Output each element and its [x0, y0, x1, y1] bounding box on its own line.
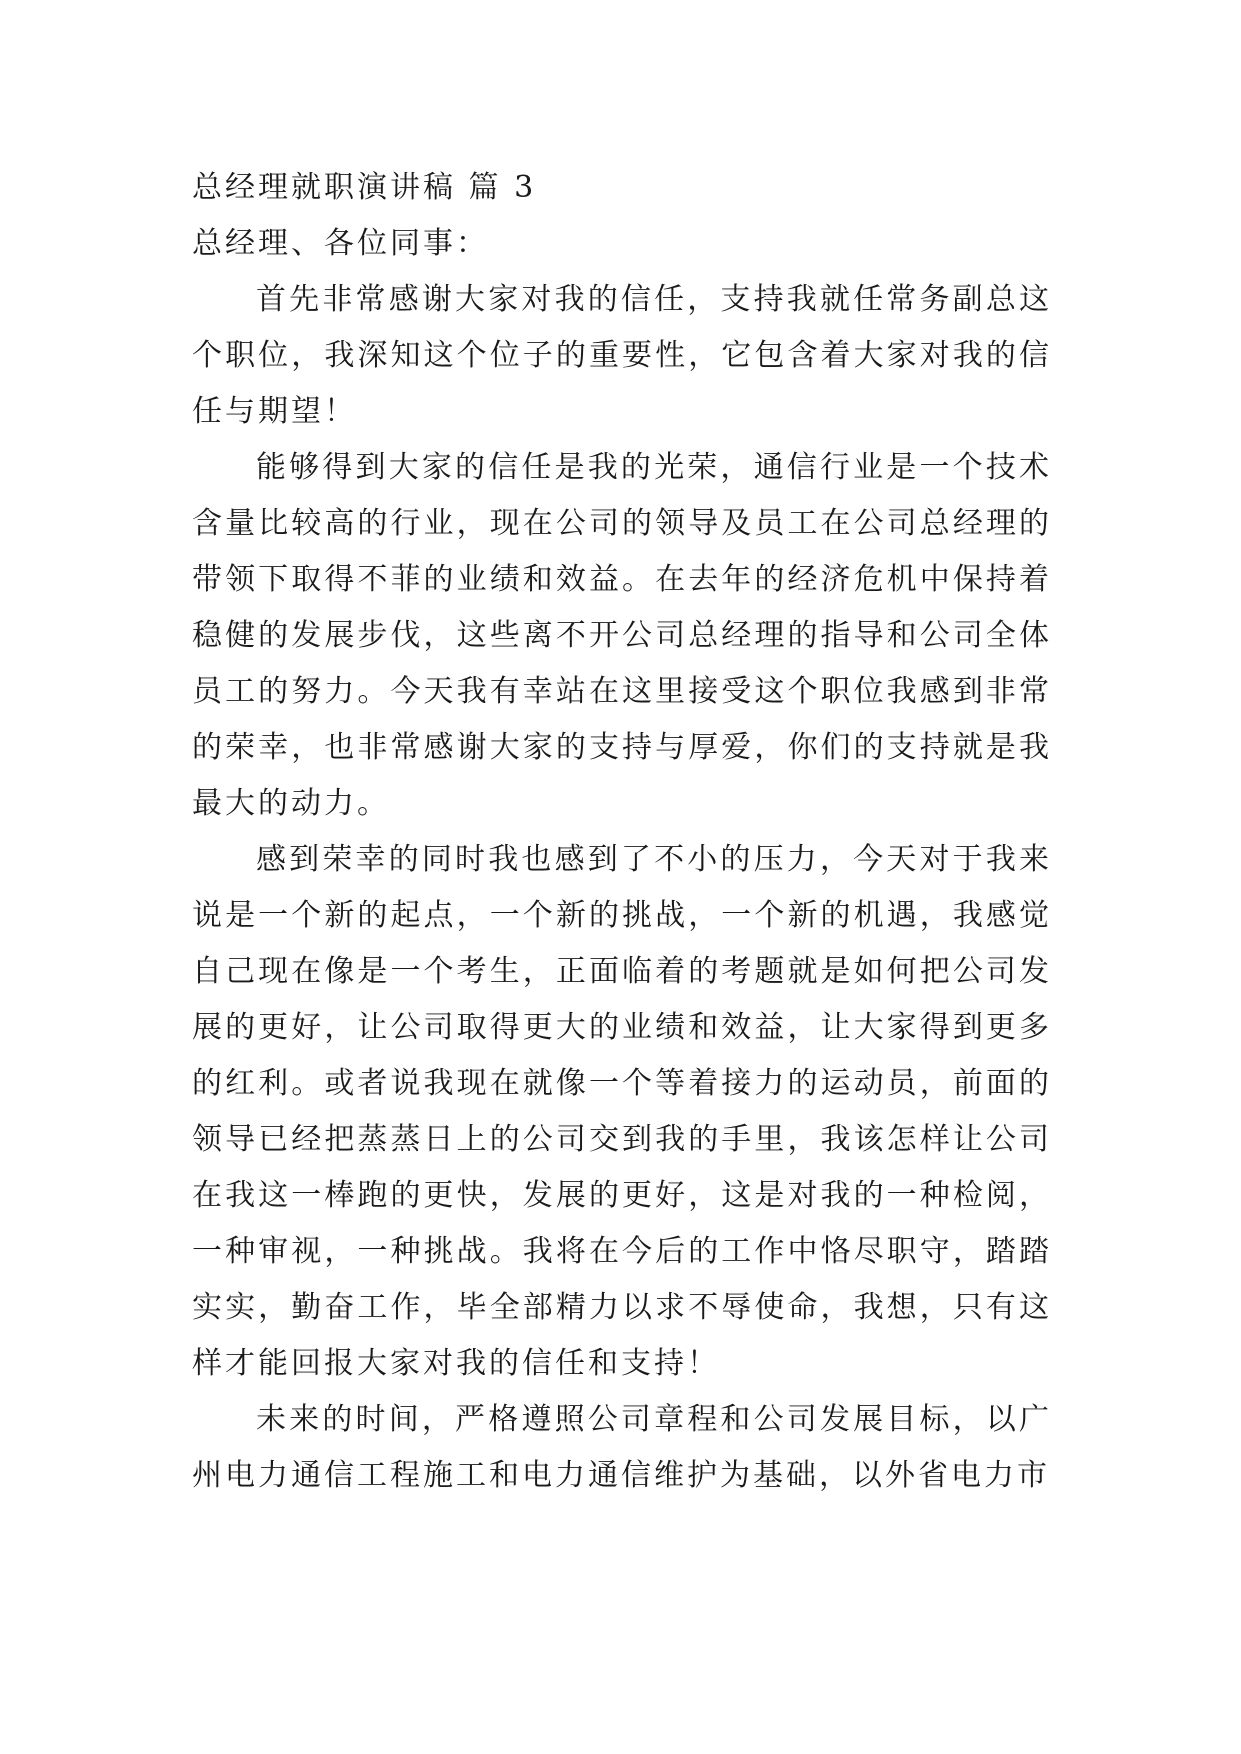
document-title: 总经理就职演讲稿 篇 3 — [192, 170, 537, 205]
paragraph-1: 首先非常感谢大家对我的信任，支持我就任常务副总这个职位，我深知这个位子的重要性，它包含着大家对我的信任与期望！ — [192, 282, 1052, 429]
greeting-line: 总经理、各位同事： — [192, 226, 489, 261]
paragraph-2: 能够得到大家的信任是我的光荣，通信行业是一个技术含量比较高的行业，现在公司的领导及员工在公司总经理的带领下取得不菲的业绩和效益。在去年的经济危机中保持着稳健的发展步伐，这些离不开公司总经理的指导和公司全体员工的努力。今天我有幸站在这里接受这个职位我感到非常的荣幸，也非常感谢大家的支持与厚爱，你们的支持就是我最大的动力。 — [192, 450, 1052, 821]
paragraph-4: 未来的时间，严格遵照公司章程和公司发展目标，以广州电力通信工程施工和电力通信维护为基础，以外省电力市 — [192, 1402, 1052, 1493]
document-body — [192, 160, 1052, 1504]
paragraph-3: 感到荣幸的同时我也感到了不小的压力，今天对于我来说是一个新的起点，一个新的挑战，一个新的机遇，我感觉自己现在像是一个考生，正面临着的考题就是如何把公司发展的更好，让公司取得更大的业绩和效益，让大家得到更多的红利。或者说我现在就像一个等着接力的运动员，前面的领导已经把蒸蒸日上的公司交到我的手里，我该怎样让公司在我这一棒跑的更快，发展的更好，这是对我的一种检阅，一种审视，一种挑战。我将在今后的工作中恪尽职守，踏踏实实，勤奋工作，毕全部精力以求不辱使命，我想，只有这样才能回报大家对我的信任和支持！ — [192, 842, 1052, 1381]
